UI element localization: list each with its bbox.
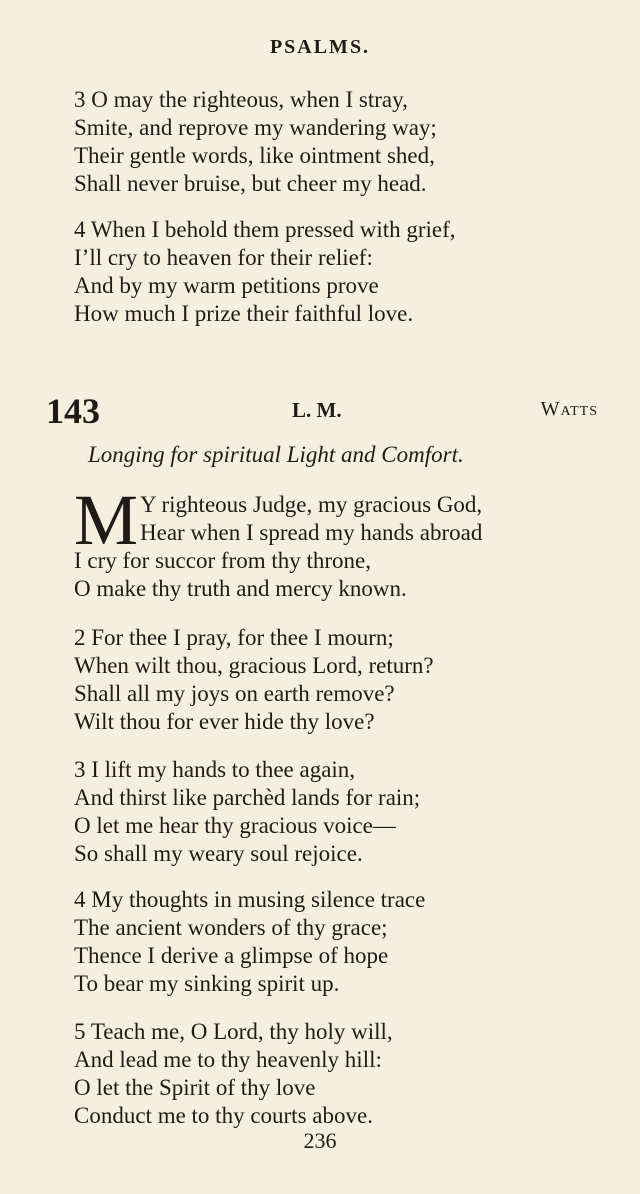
verse-line: And by my warm petitions prove [74,273,379,298]
stanza-4 [74,886,425,998]
verse-line: Hear when I spread my hands abroad [140,520,483,545]
verse-line: 3 I lift my hands to thee again, [74,757,356,782]
running-header: PSALMS. [269,36,371,58]
verse-line: How much I prize their faithful love. [74,301,414,326]
verse-line: To bear my sinking spirit up. [74,971,340,996]
verse-line: 2 For thee I pray, for thee I mourn; [74,625,394,650]
verse-line: I’ll cry to heaven for their relief: [74,245,373,270]
hymn-number: 143 [46,391,100,431]
stanza-2 [74,624,434,736]
verse-line: O let me hear thy gracious voice— [74,813,396,838]
verse-line: Conduct me to thy courts above. [74,1103,373,1128]
drop-cap: M [74,480,139,560]
verse-line: O let the Spirit of thy love [74,1075,316,1100]
hymn-subtitle: Longing for spiritual Light and Comfort. [88,442,464,467]
verse-line: Shall all my joys on earth remove? [74,681,395,706]
verse-line: Wilt thou for ever hide thy love? [74,709,375,734]
page-number: 236 [303,1128,337,1153]
stanza-3 [74,756,420,868]
stanza-3-previous-hymn [74,86,437,198]
hymn-author: Watts [540,398,598,420]
verse-line: So shall my weary soul rejoice. [74,841,363,866]
verse-line: 5 Teach me, O Lord, thy holy will, [74,1019,393,1044]
stanza-5 [74,1018,393,1130]
verse-line: 3 O may the righteous, when I stray, [74,87,408,112]
verse-line: The ancient wonders of thy grace; [74,915,388,940]
stanza-4-previous-hymn [74,216,456,328]
verse-line: 4 When I behold them pressed with grief, [74,217,456,242]
hymn-heading [46,390,598,430]
hymn-meter: L. M. [292,398,342,422]
verse-line: Smite, and reprove my wandering way; [74,115,437,140]
verse-line: Y righteous Judge, my gracious God, [140,492,483,517]
verse-line: And thirst like parchèd lands for rain; [74,785,421,810]
verse-line: I cry for succor from thy throne, [74,548,371,573]
verse-line: O make thy truth and mercy known. [74,576,407,601]
verse-line: Their gentle words, like ointment shed, [74,143,435,168]
verse-line: 4 My thoughts in musing silence trace [74,887,426,912]
verse-line: Shall never bruise, but cheer my head. [74,171,427,196]
verse-line: When wilt thou, gracious Lord, return? [74,653,434,678]
verse-line: And lead me to thy heavenly hill: [74,1047,382,1072]
verse-line: Thence I derive a glimpse of hope [74,943,389,968]
